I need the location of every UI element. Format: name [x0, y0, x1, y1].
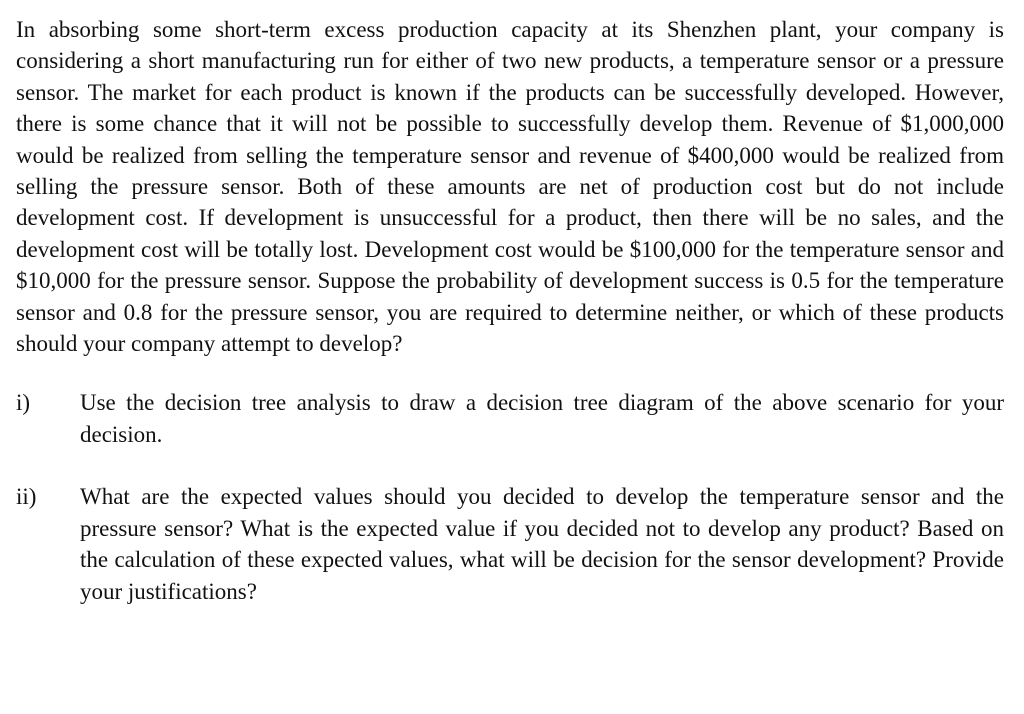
question-number: ii): [16, 484, 37, 510]
question-list: [16, 387, 1004, 606]
document-page: [16, 14, 1004, 607]
question-text: What are the expected values should you decided to develop the temperature sensor and the pressure sensor? What is the expected value if you decided not to develop any product? Based on the calculation of these expected values, what will be decision for the sensor development? Provide your justifications?: [80, 484, 1004, 604]
question-text: Use the decision tree analysis to draw a decision tree diagram of the above scenario for your decision.: [80, 390, 1004, 447]
question-number: i): [16, 390, 31, 416]
question-item: [16, 481, 1004, 607]
problem-paragraph: In absorbing some short-term excess production capacity at its Shenzhen plant, your company is considering a short manufacturing run for either of two new products, a temperature sensor or a pressure sensor. The market for each product is known if the products can be successfully developed. However, there is some chance that it will not be possible to successfully develop them. Revenue of $1,000,000 would be realized from selling the temperature sensor and revenue of $400,000 would be realized from selling the pressure sensor. Both of these amounts are net of production cost but do not include development cost. If development is unsuccessful for a product, then there will be no sales, and the development cost will be totally lost. Development cost would be $100,000 for the temperature sensor and $10,000 for the pressure sensor. Suppose the probability of development success is 0.5 for the temperature sensor and 0.8 for the pressure sensor, you are required to determine neither, or which of these products should your company attempt to develop?: [16, 17, 1004, 357]
question-item: [16, 387, 1004, 450]
